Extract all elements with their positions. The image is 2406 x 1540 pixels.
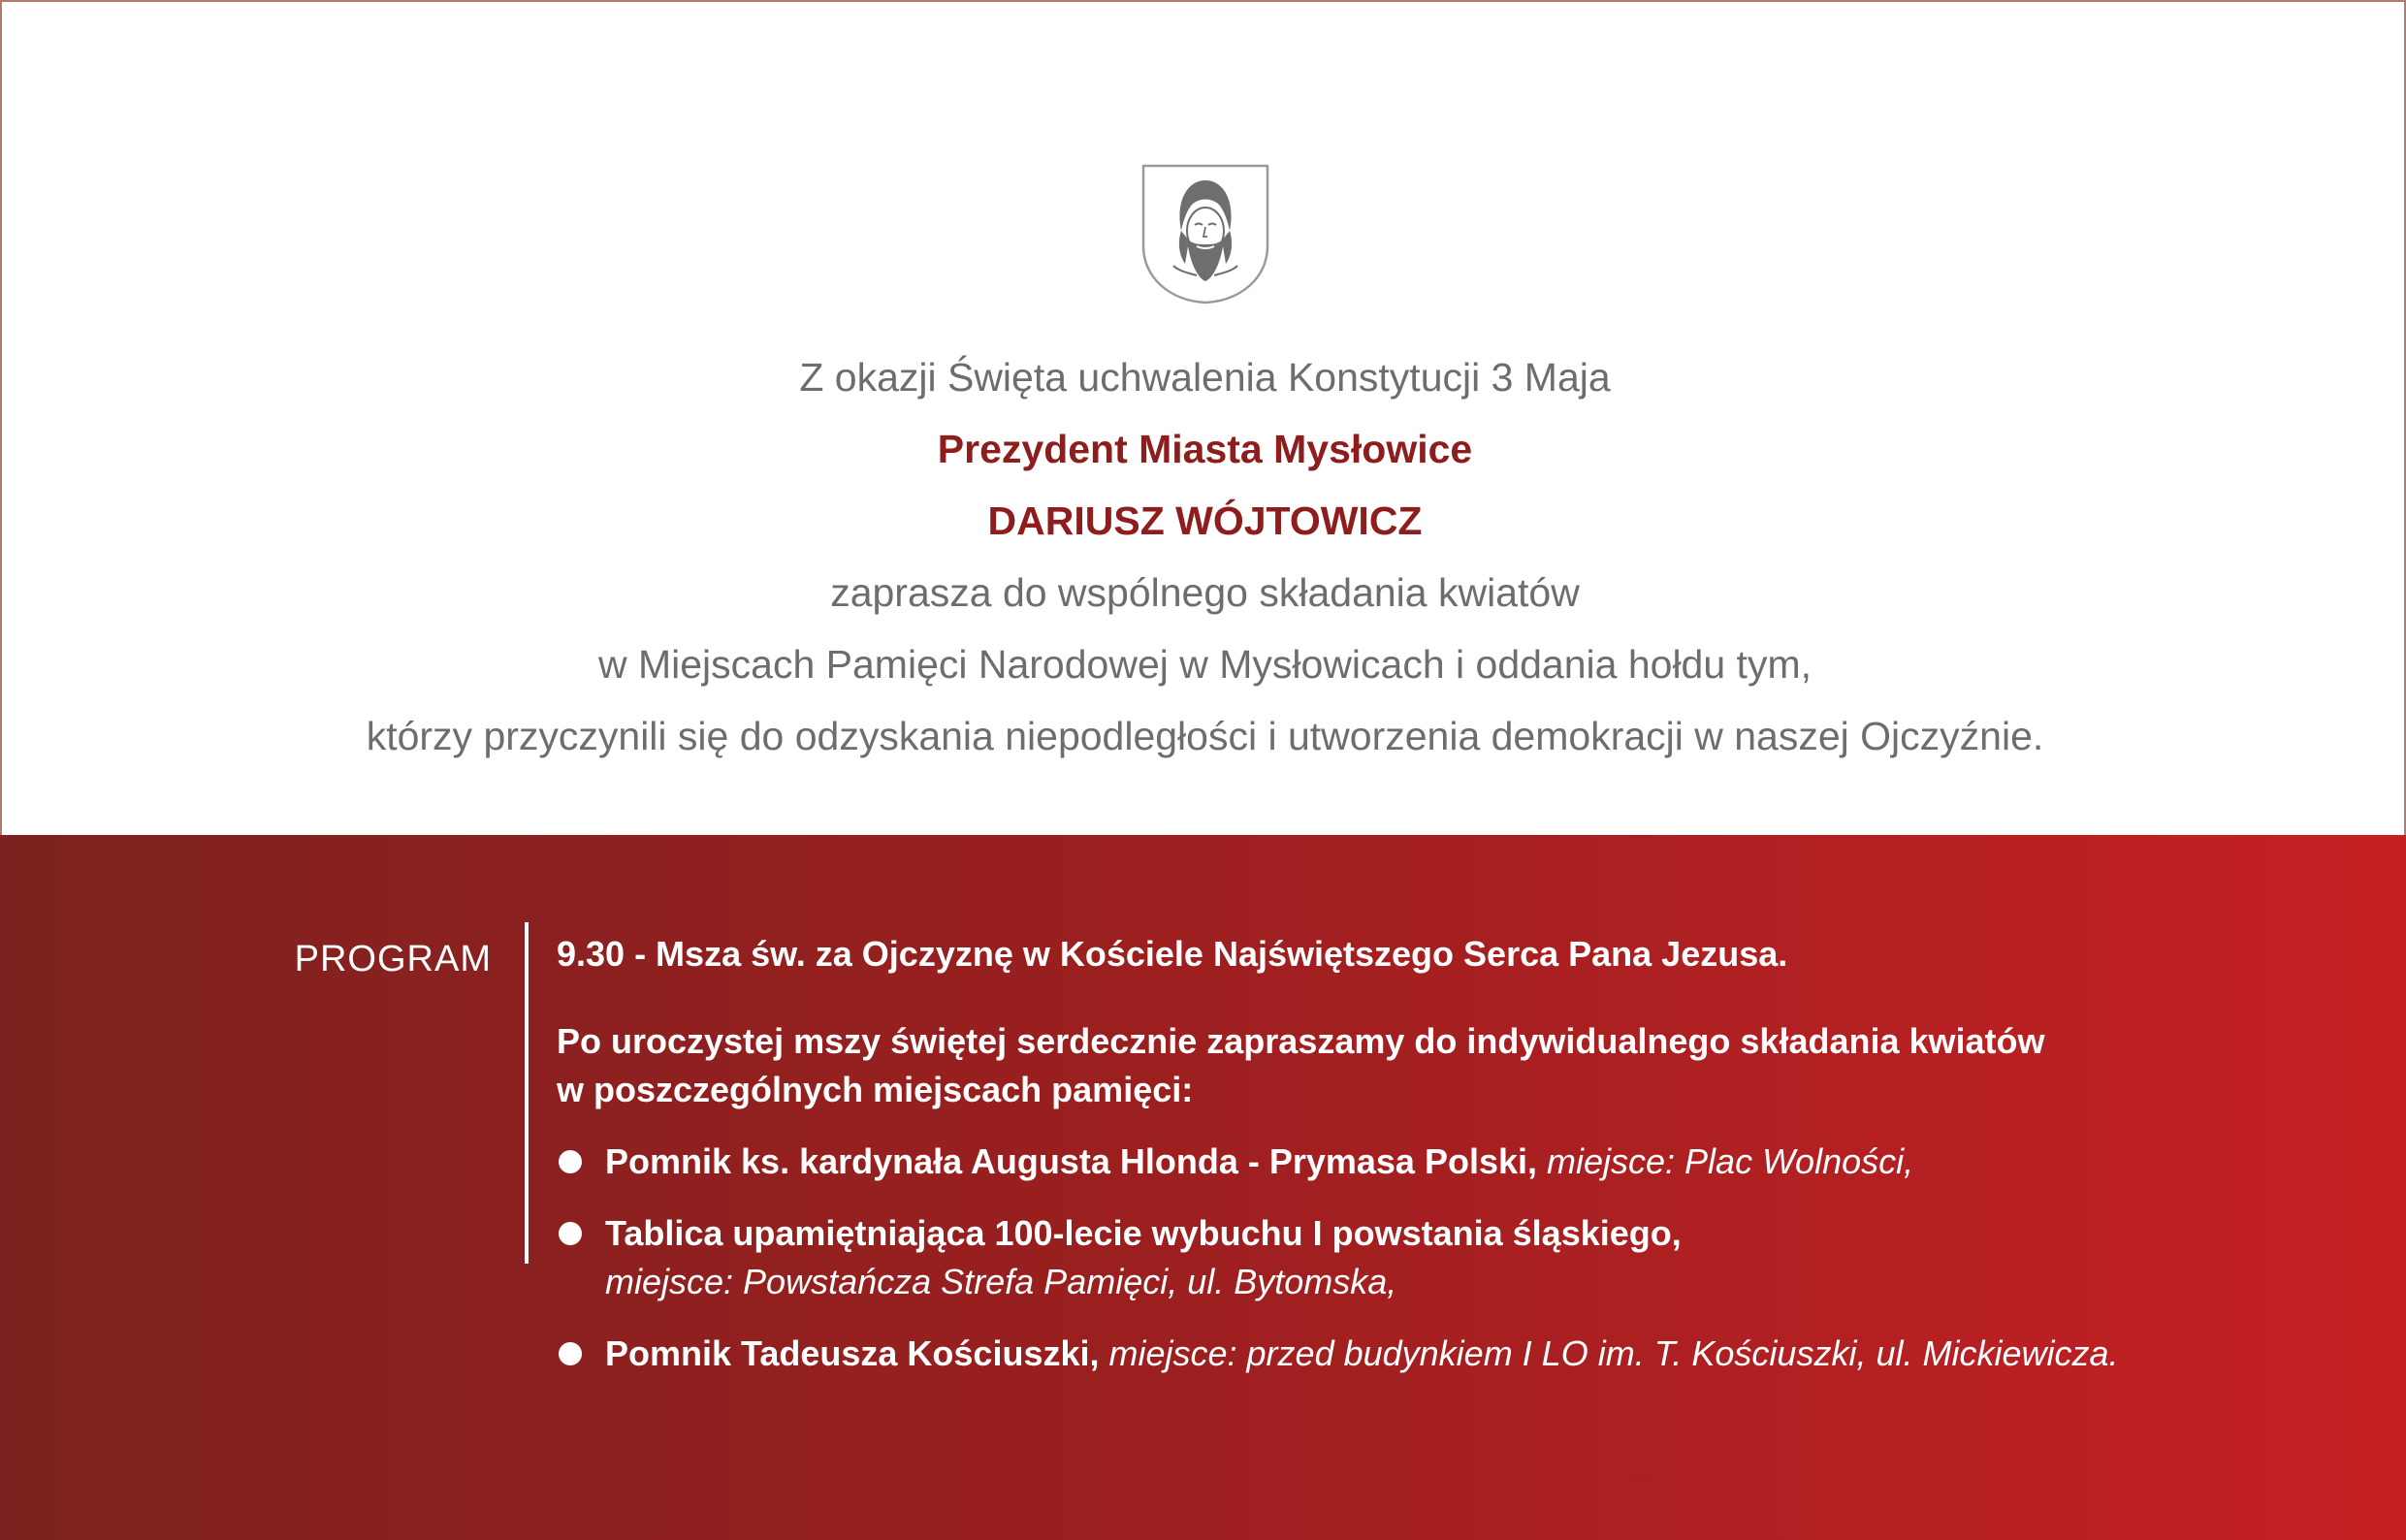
list-item [557, 1330, 2302, 1378]
myslowice-coat-of-arms-icon [1140, 163, 1270, 305]
vertical-divider [525, 922, 529, 1264]
memorial-name: Tablica upamiętniająca 100-lecie wybuchu I powstania śląskiego, [605, 1213, 1682, 1253]
bullet-icon [559, 1342, 582, 1365]
program-intro-line: Po uroczystej mszy świętej serdecznie zapraszamy do indywidualnego składania kwiatów [557, 1021, 2045, 1061]
list-item [557, 1209, 2302, 1306]
invitation-line: w Miejscach Pamięci Narodowej w Mysłowicach i oddania hołdu tym, [597, 642, 1812, 687]
memorial-place: miejsce: Powstańcza Strefa Pamięci, ul. Bytomska, [605, 1262, 1397, 1301]
memorial-place: miejsce: Plac Wolności, [1547, 1141, 1914, 1181]
occasion-line: Z okazji Święta uchwalenia Konstytucji 3 Maja [799, 355, 1611, 400]
list-item [557, 1138, 2302, 1186]
host-name: DARIUSZ WÓJTOWICZ [987, 498, 1423, 543]
memorial-name: Pomnik Tadeusza Kościuszki, [605, 1333, 1100, 1373]
memorial-name: Pomnik ks. kardynała Augusta Hlonda - Prymasa Polski, [605, 1141, 1537, 1181]
program-content [557, 930, 2302, 1401]
program-section [0, 835, 2406, 1540]
program-intro-line: w poszczególnych miejscach pamięci: [557, 1070, 1194, 1109]
bullet-icon [559, 1150, 582, 1173]
invitation-text [2, 341, 2406, 772]
memorial-place: miejsce: przed budynkiem I LO im. T. Kościuszki, ul. Mickiewicza. [1108, 1333, 2119, 1373]
memorial-list [557, 1138, 2302, 1378]
bullet-icon [559, 1222, 582, 1245]
invitation-line: zaprasza do wspólnego składania kwiatów [830, 570, 1580, 615]
host-title: Prezydent Miasta Mysłowice [937, 427, 1473, 471]
mass-schedule: 9.30 - Msza św. za Ojczyznę w Kościele Najświętszego Serca Pana Jezusa. [557, 934, 1788, 974]
invitation-line: którzy przyczynili się do odzyskania niepodległości i utworzenia demokracji w naszej Ojczyźnie. [366, 714, 2044, 758]
program-label: PROGRAM [294, 939, 492, 979]
program-intro [557, 1017, 2302, 1114]
